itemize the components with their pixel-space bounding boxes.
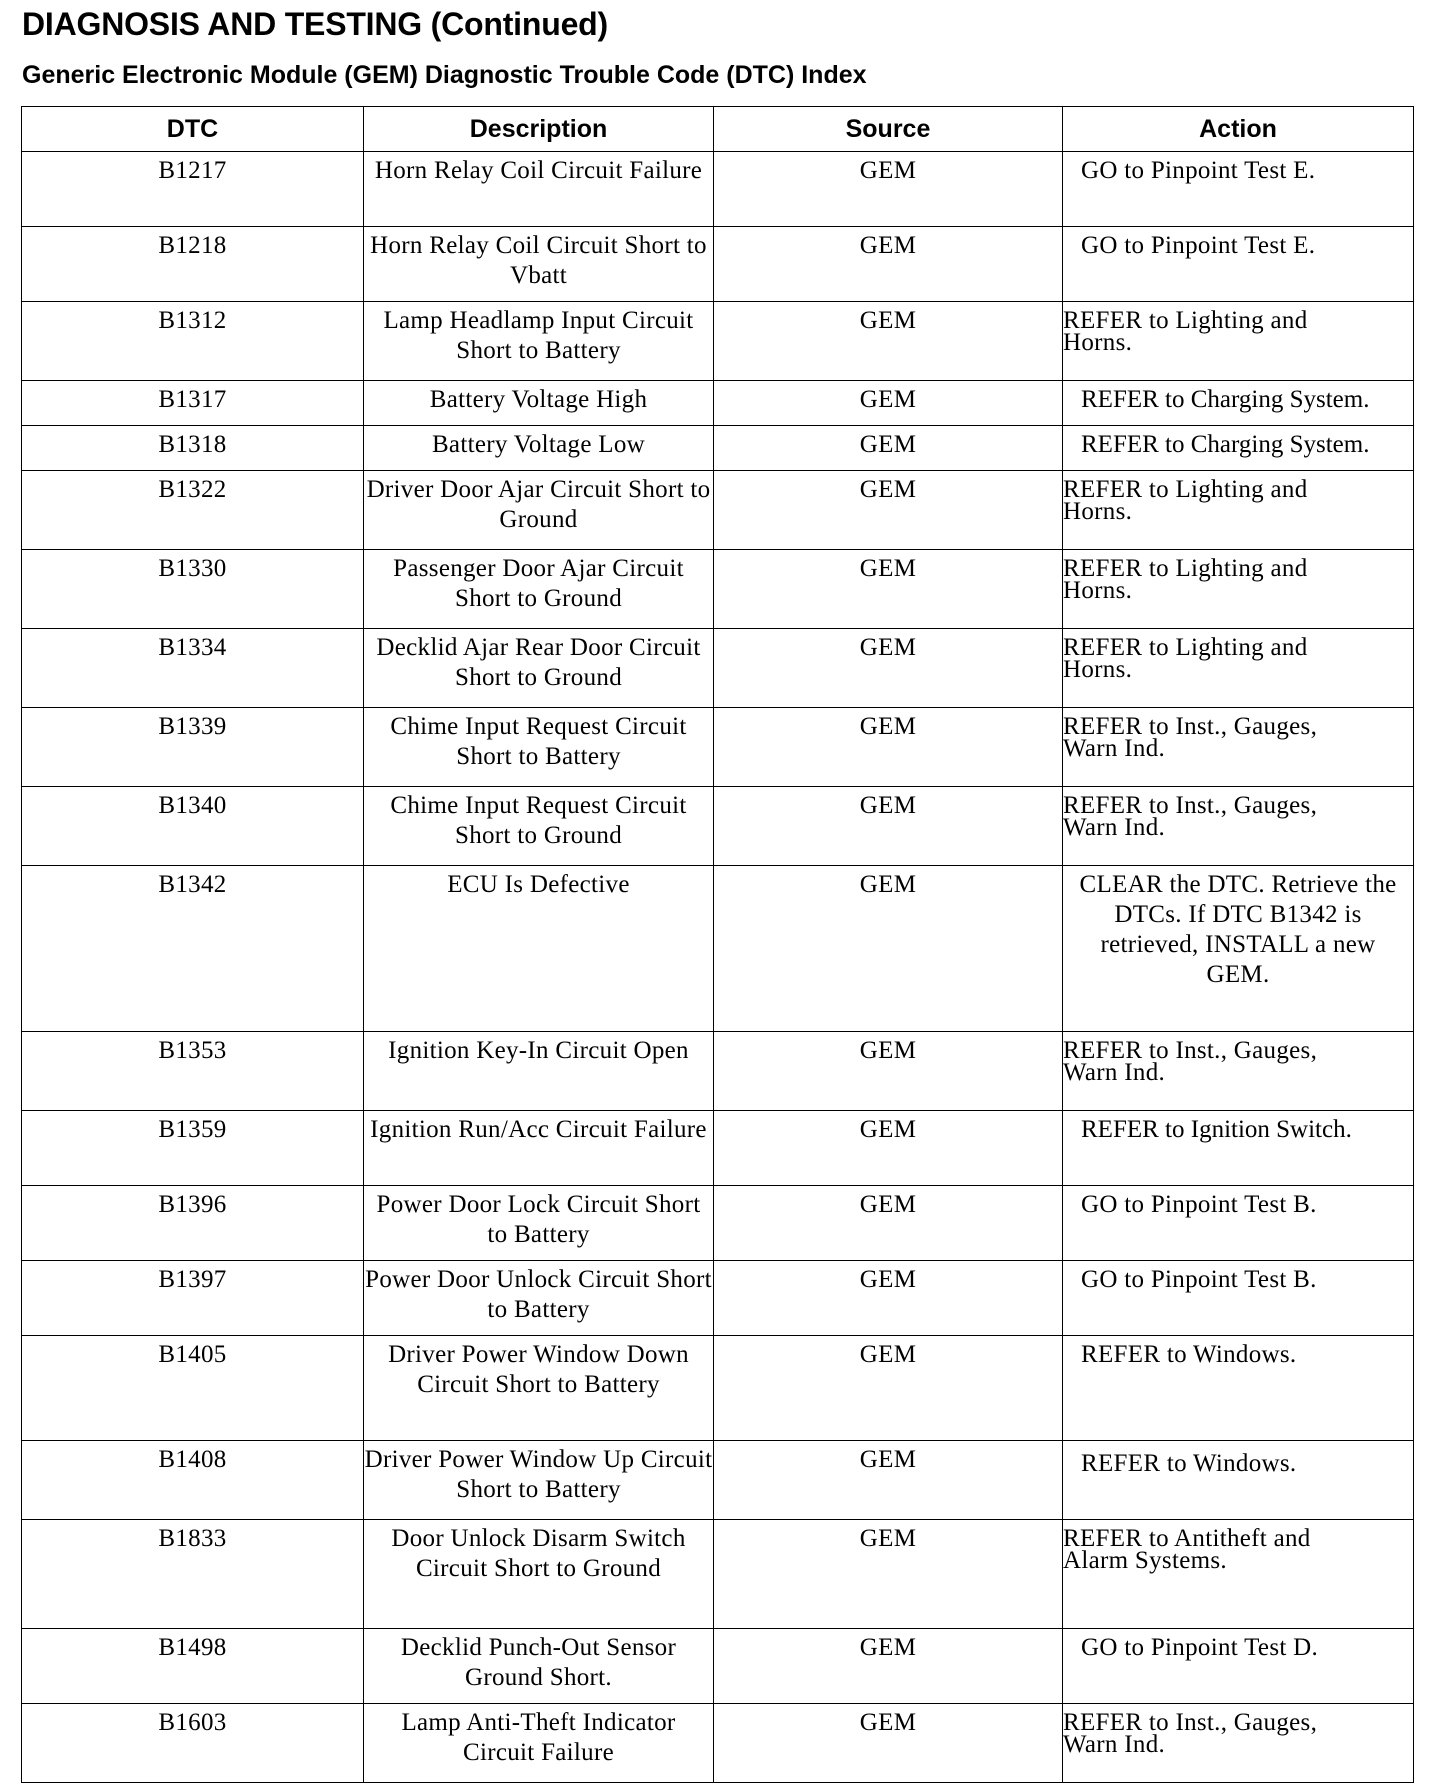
dtc-source: GEM: [714, 1520, 1063, 1629]
dtc-code: B1330: [22, 550, 364, 629]
dtc-source: GEM: [714, 787, 1063, 866]
dtc-description: Ignition Key-In Circuit Open: [364, 1032, 714, 1111]
table-row: [22, 1336, 1414, 1441]
dtc-description: Power Door Lock Circuit Short to Battery: [364, 1186, 714, 1261]
dtc-description: Horn Relay Coil Circuit Short to Vbatt: [364, 227, 714, 302]
dtc-code: B1396: [22, 1186, 364, 1261]
dtc-code: B1217: [22, 152, 364, 227]
dtc-description: Lamp Anti-Theft Indicator Circuit Failure: [364, 1704, 714, 1783]
dtc-action: REFER to Inst., Gauges, Warn Ind.: [1063, 1704, 1414, 1783]
dtc-code: B1498: [22, 1629, 364, 1704]
table-row: [22, 1186, 1414, 1261]
dtc-source: GEM: [714, 1261, 1063, 1336]
table-row: [22, 1032, 1414, 1111]
dtc-source: GEM: [714, 1186, 1063, 1261]
dtc-action: REFER to Lighting and Horns.: [1063, 471, 1414, 550]
dtc-action: REFER to Antitheft and Alarm Systems.: [1063, 1520, 1414, 1629]
dtc-action: REFER to Windows.: [1063, 1336, 1414, 1441]
dtc-description: Decklid Punch-Out Sensor Ground Short.: [364, 1629, 714, 1704]
dtc-action: REFER to Ignition Switch.: [1063, 1111, 1414, 1186]
dtc-code: B1340: [22, 787, 364, 866]
table-row: [22, 1704, 1414, 1783]
dtc-code: B1218: [22, 227, 364, 302]
dtc-description: Chime Input Request Circuit Short to Ground: [364, 787, 714, 866]
dtc-index-table: [21, 106, 1414, 1783]
table-row: [22, 381, 1414, 426]
table-row: [22, 1111, 1414, 1186]
dtc-action: REFER to Charging System.: [1063, 381, 1414, 426]
dtc-source: GEM: [714, 1441, 1063, 1520]
dtc-source: GEM: [714, 152, 1063, 227]
dtc-source: GEM: [714, 302, 1063, 381]
dtc-action: GO to Pinpoint Test E.: [1063, 227, 1414, 302]
column-header-source: Source: [714, 107, 1063, 152]
dtc-description: Power Door Unlock Circuit Short to Battery: [364, 1261, 714, 1336]
dtc-code: B1342: [22, 866, 364, 1032]
table-row: [22, 708, 1414, 787]
dtc-code: B1312: [22, 302, 364, 381]
table-row: [22, 471, 1414, 550]
dtc-code: B1359: [22, 1111, 364, 1186]
table-row: [22, 1261, 1414, 1336]
table-row: [22, 1629, 1414, 1704]
table-header-row: [22, 107, 1414, 152]
column-header-description: Description: [364, 107, 714, 152]
dtc-description: Driver Power Window Down Circuit Short to Battery: [364, 1336, 714, 1441]
dtc-action: CLEAR the DTC. Retrieve the DTCs. If DTC B1342 is retrieved, INSTALL a new GEM.: [1063, 866, 1414, 1032]
dtc-code: B1317: [22, 381, 364, 426]
table-row: [22, 302, 1414, 381]
dtc-code: B1405: [22, 1336, 364, 1441]
dtc-description: Horn Relay Coil Circuit Failure: [364, 152, 714, 227]
dtc-code: B1334: [22, 629, 364, 708]
dtc-description: Battery Voltage High: [364, 381, 714, 426]
dtc-action: REFER to Inst., Gauges, Warn Ind.: [1063, 708, 1414, 787]
page-title: DIAGNOSIS AND TESTING (Continued): [22, 6, 608, 42]
dtc-action: GO to Pinpoint Test E.: [1063, 152, 1414, 227]
dtc-source: GEM: [714, 1336, 1063, 1441]
dtc-source: GEM: [714, 629, 1063, 708]
table-row: [22, 227, 1414, 302]
table-row: [22, 152, 1414, 227]
dtc-action: REFER to Lighting and Horns.: [1063, 629, 1414, 708]
table-row: [22, 629, 1414, 708]
dtc-description: Chime Input Request Circuit Short to Battery: [364, 708, 714, 787]
page-subtitle: Generic Electronic Module (GEM) Diagnostic Trouble Code (DTC) Index: [22, 61, 867, 89]
dtc-code: B1603: [22, 1704, 364, 1783]
dtc-source: GEM: [714, 866, 1063, 1032]
dtc-description: Ignition Run/Acc Circuit Failure: [364, 1111, 714, 1186]
dtc-action: REFER to Charging System.: [1063, 426, 1414, 471]
dtc-source: GEM: [714, 550, 1063, 629]
dtc-source: GEM: [714, 1111, 1063, 1186]
table-row: [22, 426, 1414, 471]
dtc-action: REFER to Lighting and Horns.: [1063, 302, 1414, 381]
column-header-dtc: DTC: [22, 107, 364, 152]
dtc-source: GEM: [714, 708, 1063, 787]
table-row: [22, 866, 1414, 1032]
dtc-action: REFER to Lighting and Horns.: [1063, 550, 1414, 629]
dtc-source: GEM: [714, 471, 1063, 550]
dtc-description: Passenger Door Ajar Circuit Short to Ground: [364, 550, 714, 629]
dtc-description: Battery Voltage Low: [364, 426, 714, 471]
dtc-source: GEM: [714, 1032, 1063, 1111]
dtc-code: B1353: [22, 1032, 364, 1111]
dtc-action: GO to Pinpoint Test D.: [1063, 1629, 1414, 1704]
dtc-source: GEM: [714, 426, 1063, 471]
table-row: [22, 787, 1414, 866]
dtc-description: Door Unlock Disarm Switch Circuit Short to Ground: [364, 1520, 714, 1629]
table-row: [22, 550, 1414, 629]
dtc-description: Lamp Headlamp Input Circuit Short to Battery: [364, 302, 714, 381]
dtc-action: REFER to Windows.: [1063, 1441, 1414, 1520]
dtc-code: B1408: [22, 1441, 364, 1520]
table-row: [22, 1520, 1414, 1629]
dtc-description: Driver Door Ajar Circuit Short to Ground: [364, 471, 714, 550]
dtc-description: Driver Power Window Up Circuit Short to Battery: [364, 1441, 714, 1520]
dtc-action: REFER to Inst., Gauges, Warn Ind.: [1063, 1032, 1414, 1111]
dtc-source: GEM: [714, 1704, 1063, 1783]
dtc-action: GO to Pinpoint Test B.: [1063, 1261, 1414, 1336]
dtc-code: B1397: [22, 1261, 364, 1336]
dtc-source: GEM: [714, 381, 1063, 426]
dtc-source: GEM: [714, 227, 1063, 302]
column-header-action: Action: [1063, 107, 1414, 152]
dtc-code: B1322: [22, 471, 364, 550]
dtc-source: GEM: [714, 1629, 1063, 1704]
dtc-action: REFER to Inst., Gauges, Warn Ind.: [1063, 787, 1414, 866]
dtc-code: B1833: [22, 1520, 364, 1629]
dtc-action: GO to Pinpoint Test B.: [1063, 1186, 1414, 1261]
table-row: [22, 1441, 1414, 1520]
dtc-description: ECU Is Defective: [364, 866, 714, 1032]
dtc-code: B1339: [22, 708, 364, 787]
dtc-description: Decklid Ajar Rear Door Circuit Short to Ground: [364, 629, 714, 708]
dtc-code: B1318: [22, 426, 364, 471]
